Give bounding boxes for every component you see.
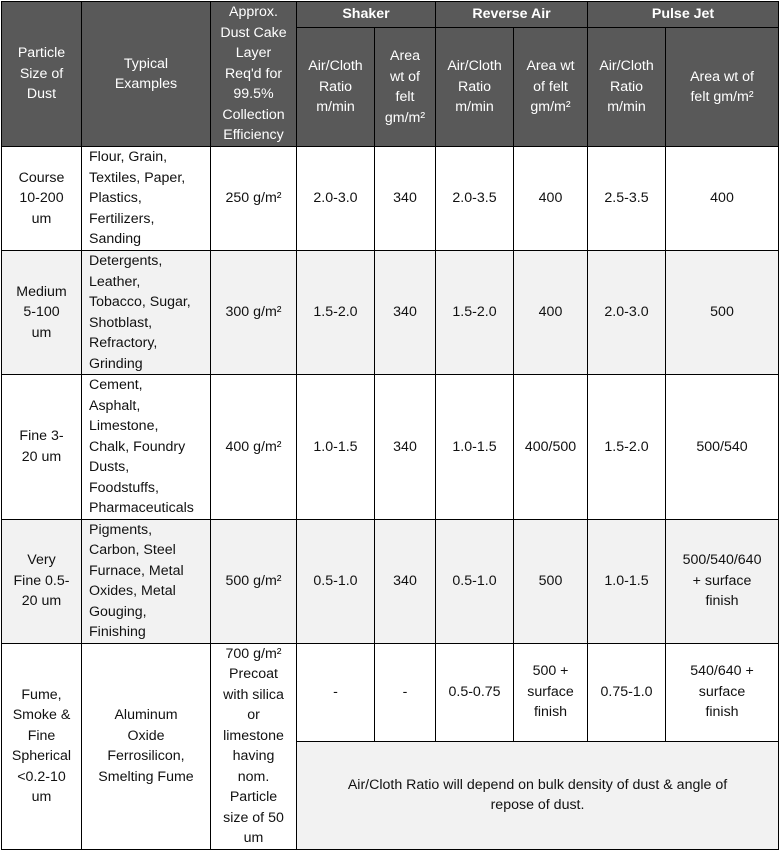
cell-line: 1.0-1.5 [313, 438, 358, 455]
cell-line: Spherical [11, 748, 72, 764]
header-pulse-area-wt [666, 28, 779, 147]
header-group-shaker: Shaker [297, 2, 436, 28]
cell-line: Foodstuffs, [89, 479, 159, 496]
cell-line: Plastics, [89, 190, 142, 207]
cell-line: Area [390, 48, 420, 64]
cell-particle-size [2, 147, 82, 251]
cell-line: gm/m² [384, 109, 426, 126]
cell-pulse-ratio [588, 375, 666, 520]
cell-shaker-area [375, 519, 436, 643]
cell-line: Oxide [127, 727, 165, 744]
cell-reverse-ratio [436, 147, 514, 251]
cell-shaker-area [375, 375, 436, 520]
cell-line: Pharmaceuticals [89, 500, 194, 516]
cell-line: having [232, 748, 275, 764]
cell-line: felt gm/m² [690, 89, 754, 105]
cell-line: <0.2-10 [17, 768, 66, 785]
cell-line: 2.0-3.0 [604, 304, 649, 321]
dust-collector-table [1, 1, 779, 850]
cell-line: 99.5% [233, 86, 274, 103]
cell-dust-cake [211, 375, 297, 520]
header-reverse-air-cloth-ratio [436, 28, 514, 147]
cell-pulse-area [666, 375, 779, 520]
cell-line: um [31, 789, 52, 805]
cell-line: Approx. [229, 4, 278, 21]
cell-line: Size of [19, 65, 64, 82]
cell-line: Refractory, [89, 335, 158, 351]
cell-line: 0.5-0.75 [448, 683, 501, 700]
header-pulse-air-cloth-ratio [588, 28, 666, 147]
cell-pulse-ratio [588, 643, 666, 741]
cell-line: Cement, [89, 377, 143, 393]
cell-line: Ferrosilicon, [107, 748, 185, 764]
cell-line: Area wt [526, 58, 575, 75]
cell-pulse-ratio [588, 519, 666, 643]
cell-line: with silica [223, 686, 284, 703]
cell-line: Ratio [318, 78, 353, 95]
cell-line: 300 g/m² [225, 304, 282, 321]
cell-line: limestone [223, 727, 284, 744]
cell-line: finish [533, 704, 568, 721]
cell-line: Fertilizers, [89, 210, 155, 227]
cell-line: Area wt of [690, 68, 754, 85]
cell-line: Aluminum [114, 707, 178, 723]
cell-line: size of 50 [223, 809, 284, 826]
cell-line: 1.5-2.0 [313, 304, 358, 321]
cell-line: 20 um [21, 448, 62, 465]
cell-line: 340 [393, 304, 417, 321]
table-row [2, 519, 779, 643]
cell-line: felt [395, 89, 415, 105]
cell-line: gm/m² [530, 99, 571, 116]
cell-line: of felt [533, 78, 568, 95]
cell-line: Fume, [21, 686, 62, 703]
cell-line: Collection [222, 106, 285, 123]
header-row-groups [2, 2, 779, 28]
cell-line: Textiles, Paper, [89, 169, 186, 186]
cell-typical-examples [82, 519, 211, 643]
cell-reverse-ratio [436, 251, 514, 375]
cell-line: um [31, 210, 52, 227]
cell-reverse-ratio [436, 375, 514, 520]
cell-line: 0.75-1.0 [600, 683, 653, 700]
header-group-pulse-jet: Pulse Jet [588, 2, 779, 28]
cell-line: Limestone, [89, 418, 159, 434]
cell-typical-examples [82, 251, 211, 375]
cell-line: surface [698, 683, 746, 700]
cell-line: 400 g/m² [225, 438, 282, 455]
cell-line: - [333, 683, 338, 700]
cell-line: Fine 3- [19, 428, 64, 445]
cell-line: um [31, 324, 52, 341]
cell-pulse-area [666, 519, 779, 643]
cell-reverse-area [514, 519, 588, 643]
cell-line: Examples [114, 76, 178, 92]
cell-line: nom. [237, 768, 270, 785]
cell-line: surface [527, 683, 574, 700]
cell-line: um [243, 830, 264, 846]
cell-line: Leather, [89, 273, 141, 290]
cell-line: 500/540/640 [682, 552, 762, 569]
header-reverse-area-wt [514, 28, 588, 147]
header-shaker-air-cloth-ratio [297, 28, 375, 147]
cell-line: 1.5-2.0 [452, 304, 497, 321]
header-shaker-area-wt [375, 28, 436, 147]
cell-line: Efficiency [223, 127, 284, 144]
cell-line: m/min [316, 99, 355, 116]
header-dust-cake [211, 2, 297, 147]
cell-shaker-ratio [297, 251, 375, 375]
cell-line: Smelting Fume [98, 768, 194, 785]
cell-line: Flour, Grain, [89, 149, 168, 166]
cell-shaker-ratio [297, 519, 375, 643]
cell-particle-size [2, 251, 82, 375]
cell-pulse-ratio [588, 251, 666, 375]
cell-reverse-area [514, 643, 588, 741]
cell-dust-cake [211, 251, 297, 375]
cell-line: Finishing [89, 624, 146, 640]
cell-line: 400 [538, 304, 563, 321]
cell-line: Tobacco, Sugar, [89, 294, 191, 310]
table-row [2, 251, 779, 375]
cell-line: finish [705, 593, 739, 610]
cell-reverse-area [514, 251, 588, 375]
cell-line: Req'd for [224, 65, 283, 82]
cell-line: Precoat [229, 666, 278, 682]
cell-shaker-area [375, 251, 436, 375]
cell-line: 340 [393, 572, 417, 589]
cell-line: 2.0-3.5 [452, 190, 497, 207]
cell-shaker-area [375, 643, 436, 741]
cell-line: 2.0-3.0 [313, 190, 358, 207]
cell-line: 20 um [21, 593, 62, 610]
cell-pulse-ratio [588, 147, 666, 251]
cell-line: Shotblast, [89, 314, 153, 331]
cell-line: 500 [710, 304, 734, 321]
header-typical-examples [82, 2, 211, 147]
cell-line: Oxides, Metal [89, 583, 176, 599]
cell-line: + surface [692, 572, 752, 589]
cell-line: 500/540 [696, 438, 748, 455]
cell-line: Dusts, [89, 459, 130, 475]
cell-reverse-area [514, 147, 588, 251]
cell-line: Dust Cake [220, 24, 287, 41]
cell-line: 340 [393, 190, 417, 207]
cell-line: Particle [17, 45, 66, 62]
cell-line: Layer [235, 45, 272, 62]
cell-line: Air/Cloth [447, 58, 502, 75]
cell-reverse-ratio [436, 519, 514, 643]
cell-line: finish [705, 704, 739, 721]
cell-line: Air/Cloth Ratio will depend on bulk density of dust & angle of [347, 776, 728, 793]
cell-line: Ratio [457, 78, 492, 95]
cell-line: 400 [538, 190, 563, 207]
header-group-reverse-air: Reverse Air [436, 2, 588, 28]
cell-line: 500 + [532, 663, 569, 680]
note-cell [297, 741, 779, 849]
cell-line: repose of dust. [490, 797, 585, 813]
cell-line: 1.0-1.5 [452, 438, 497, 455]
table-row [2, 147, 779, 251]
cell-typical-examples [82, 147, 211, 251]
cell-line: Pigments, [89, 521, 153, 538]
table-row [2, 375, 779, 520]
cell-line: Air/Cloth [599, 58, 654, 75]
cell-shaker-area [375, 147, 436, 251]
cell-line: m/min [455, 99, 494, 116]
cell-line: Particle [229, 789, 278, 805]
cell-line: 10-200 [19, 190, 64, 207]
cell-particle-size [2, 643, 82, 849]
cell-line: Ratio [609, 78, 644, 95]
cell-line: 500 [538, 572, 563, 589]
cell-line: m/min [607, 99, 646, 116]
cell-particle-size [2, 375, 82, 520]
cell-shaker-ratio [297, 643, 375, 741]
cell-dust-cake [211, 519, 297, 643]
cell-line: Dust [26, 86, 57, 103]
cell-line: 700 g/m² [225, 645, 282, 662]
cell-pulse-area [666, 643, 779, 741]
cell-pulse-area [666, 251, 779, 375]
cell-line: 250 g/m² [225, 190, 282, 207]
table-row-fume [2, 643, 779, 741]
cell-line: Gouging, [89, 603, 147, 620]
cell-line: 0.5-1.0 [452, 572, 497, 589]
cell-reverse-area [514, 375, 588, 520]
cell-line: Fine [27, 727, 56, 744]
cell-line: 1.0-1.5 [604, 572, 649, 589]
cell-dust-cake [211, 147, 297, 251]
cell-shaker-ratio [297, 375, 375, 520]
cell-line: 1.5-2.0 [604, 438, 649, 455]
header-particle-size [2, 2, 82, 147]
cell-line: Typical [123, 55, 169, 72]
cell-line: Chalk, Foundry [89, 438, 186, 455]
cell-line: Grinding [89, 355, 143, 372]
cell-line: Very [27, 552, 56, 569]
cell-line: 0.5-1.0 [313, 572, 358, 589]
cell-line: 540/640 + [690, 663, 754, 680]
cell-line: Air/Cloth [308, 58, 363, 75]
cell-typical-examples [82, 375, 211, 520]
cell-line: Medium [16, 283, 67, 300]
cell-line: wt of [390, 68, 420, 85]
cell-line: 500 g/m² [225, 572, 282, 589]
cell-typical-examples [82, 643, 211, 849]
cell-line: Smoke & [12, 707, 71, 723]
cell-line: - [402, 683, 408, 700]
cell-pulse-area [666, 147, 779, 251]
cell-reverse-ratio [436, 643, 514, 741]
cell-line: 400/500 [524, 438, 577, 455]
cell-line: Sanding [89, 231, 142, 248]
cell-line: Course [18, 169, 65, 186]
cell-line: 5-100 [23, 304, 60, 321]
cell-particle-size [2, 519, 82, 643]
cell-shaker-ratio [297, 147, 375, 251]
cell-line: Detergents, [89, 253, 163, 269]
cell-line: Furnace, Metal [89, 562, 184, 579]
cell-line: Asphalt, [89, 397, 141, 414]
cell-line: 2.5-3.5 [604, 190, 649, 207]
cell-line: 400 [710, 190, 734, 207]
cell-dust-cake [211, 643, 297, 849]
cell-line: Carbon, Steel [89, 542, 176, 558]
cell-line: or [247, 707, 260, 723]
cell-line: Fine 0.5- [13, 572, 70, 589]
cell-line: 340 [393, 438, 417, 455]
